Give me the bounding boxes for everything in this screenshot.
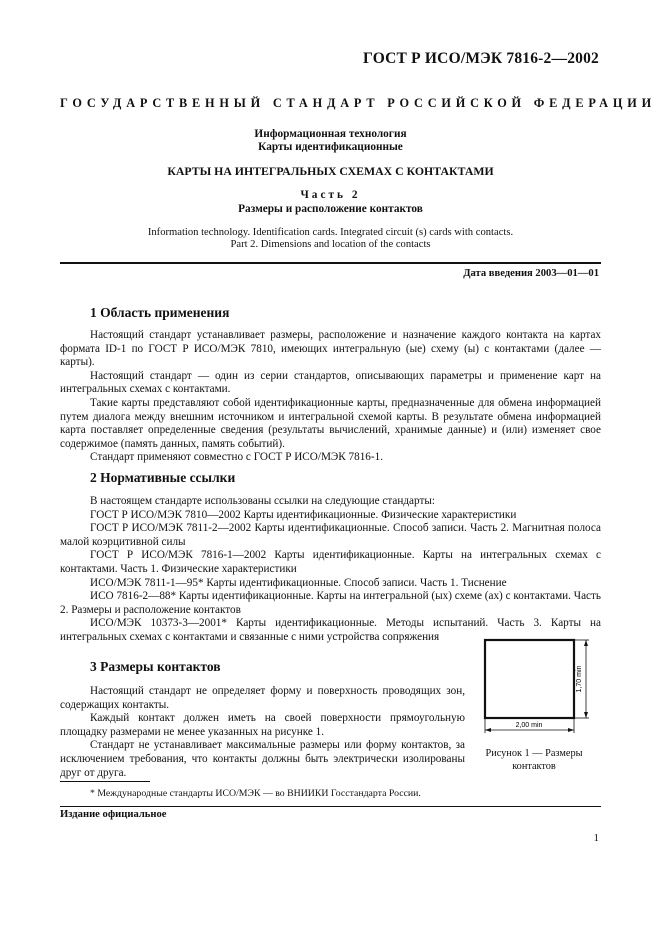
official-edition-label: Издание официальное (60, 809, 167, 820)
contact-area-rect (485, 640, 574, 718)
figure-contact-dimensions (470, 636, 600, 740)
reference-item: ИСО/МЭК 7811-1—95* Карты идентификационные. Способ записи. Часть 1. Тиснение (90, 576, 507, 589)
title-line-1: Информационная технология (254, 128, 407, 140)
reference-item: ГОСТ Р ИСО/МЭК 7816-1—2002 Карты идентификационные. Карты на интегральных схемах с контактами. Часть 1. Физические характеристики (60, 549, 601, 575)
section-3-paragraph: Стандарт не устанавливает максимальные размеры или форму контактов, за исключением требования, что контакты должны быть электрически изолированы друг от друга. (60, 739, 465, 779)
document-code: ГОСТ Р ИСО/МЭК 7816-2—2002 (363, 50, 599, 67)
figure-caption: Рисунок 1 — Размеры контактов (485, 748, 583, 772)
section-3-paragraph: Настоящий стандарт не определяет форму и поверхность проводящих зон, содержащих контакты. (60, 685, 465, 711)
section-1-heading: 1 Область применения (90, 305, 230, 320)
page-number: 1 (593, 832, 599, 844)
edition-divider (60, 806, 601, 807)
reference-item: ГОСТ Р ИСО/МЭК 7811-2—2002 Карты идентификационные. Способ записи. Часть 2. Магнитная полоса малой коэрцитивной силы (60, 522, 601, 548)
introduction-date: Дата введения 2003—01—01 (463, 268, 599, 279)
section-1-paragraph: Настоящий стандарт — один из серии стандартов, описывающих параметры и применение карт на интегральных схемах с контактами. (60, 369, 601, 396)
references-intro: В настоящем стандарте использованы ссылки на следующие стандарты: (90, 495, 435, 507)
section-1-body (60, 329, 601, 465)
reference-item: ИСО 7816-2—88* Карты идентификационные. Карты на интегральной (ых) схеме (ах) с контактами. Часть 2. Размеры и расположение контактов (60, 590, 601, 616)
contact-dimension-drawing (470, 636, 600, 740)
section-3-body (60, 685, 465, 780)
main-title: КАРТЫ НА ИНТЕГРАЛЬНЫХ СХЕМАХ С КОНТАКТАМИ (167, 164, 494, 178)
footnote: * Международные стандарты ИСО/МЭК — во ВНИИКИ Госстандарта России. (90, 788, 421, 799)
section-2-heading: 2 Нормативные ссылки (90, 470, 236, 485)
section-1-paragraph: Настоящий стандарт устанавливает размеры, расположение и назначение каждого контакта на картах формата ID-1 по ГОСТ Р ИСО/МЭК 7810, имеющих интегральную (ые) схему (ы) с контактами (далее — карты). (60, 329, 601, 369)
title-line-2: Карты идентификационные (258, 141, 403, 153)
english-title-line-2: Part 2. Dimensions and location of the contacts (230, 239, 431, 250)
footnote-rule (60, 781, 150, 782)
reference-item: ГОСТ Р ИСО/МЭК 7810—2002 Карты идентификационные. Физические характеристики (90, 508, 517, 521)
section-3-heading: 3 Размеры контактов (90, 659, 221, 674)
references-list (60, 495, 601, 645)
english-title-line-1: Information technology. Identification cards. Integrated circuit (s) cards with contacts. (147, 227, 514, 238)
section-3-paragraph: Каждый контакт должен иметь на своей поверхности прямоугольную площадку размерами не менее указанных на рисунке 1. (60, 712, 465, 738)
section-1-paragraph: Такие карты представляют собой идентификационные карты, предназначенные для обмена информацией путем диалога между внешним источником и интегральной схемой карты. В результате обмена информацией карта поставляет определенные сведения (результаты вычислений, хранимые данные) и (или) изменяет свое содержимое (память данных, память событий). (60, 396, 601, 450)
part-number: Часть 2 (300, 189, 361, 201)
height-dimension-label: 1,70 min (576, 665, 583, 693)
state-standard-title: ГОСУДАРСТВЕННЫЙ СТАНДАРТ РОССИЙСКОЙ ФЕДЕРАЦИИ (60, 96, 656, 110)
section-1-paragraph: Стандарт применяют совместно с ГОСТ Р ИСО/МЭК 7816-1. (90, 451, 384, 464)
reference-item: ИСО/МЭК 10373-3—2001* Карты идентификационные. Методы испытаний. Часть 3. Карты на интегральных схемах с контактами и связанные с ними устройства сопряжения (60, 617, 601, 643)
part-title: Размеры и расположение контактов (238, 203, 423, 215)
title-divider (60, 262, 601, 264)
width-dimension-label: 2,00 min (515, 722, 543, 729)
